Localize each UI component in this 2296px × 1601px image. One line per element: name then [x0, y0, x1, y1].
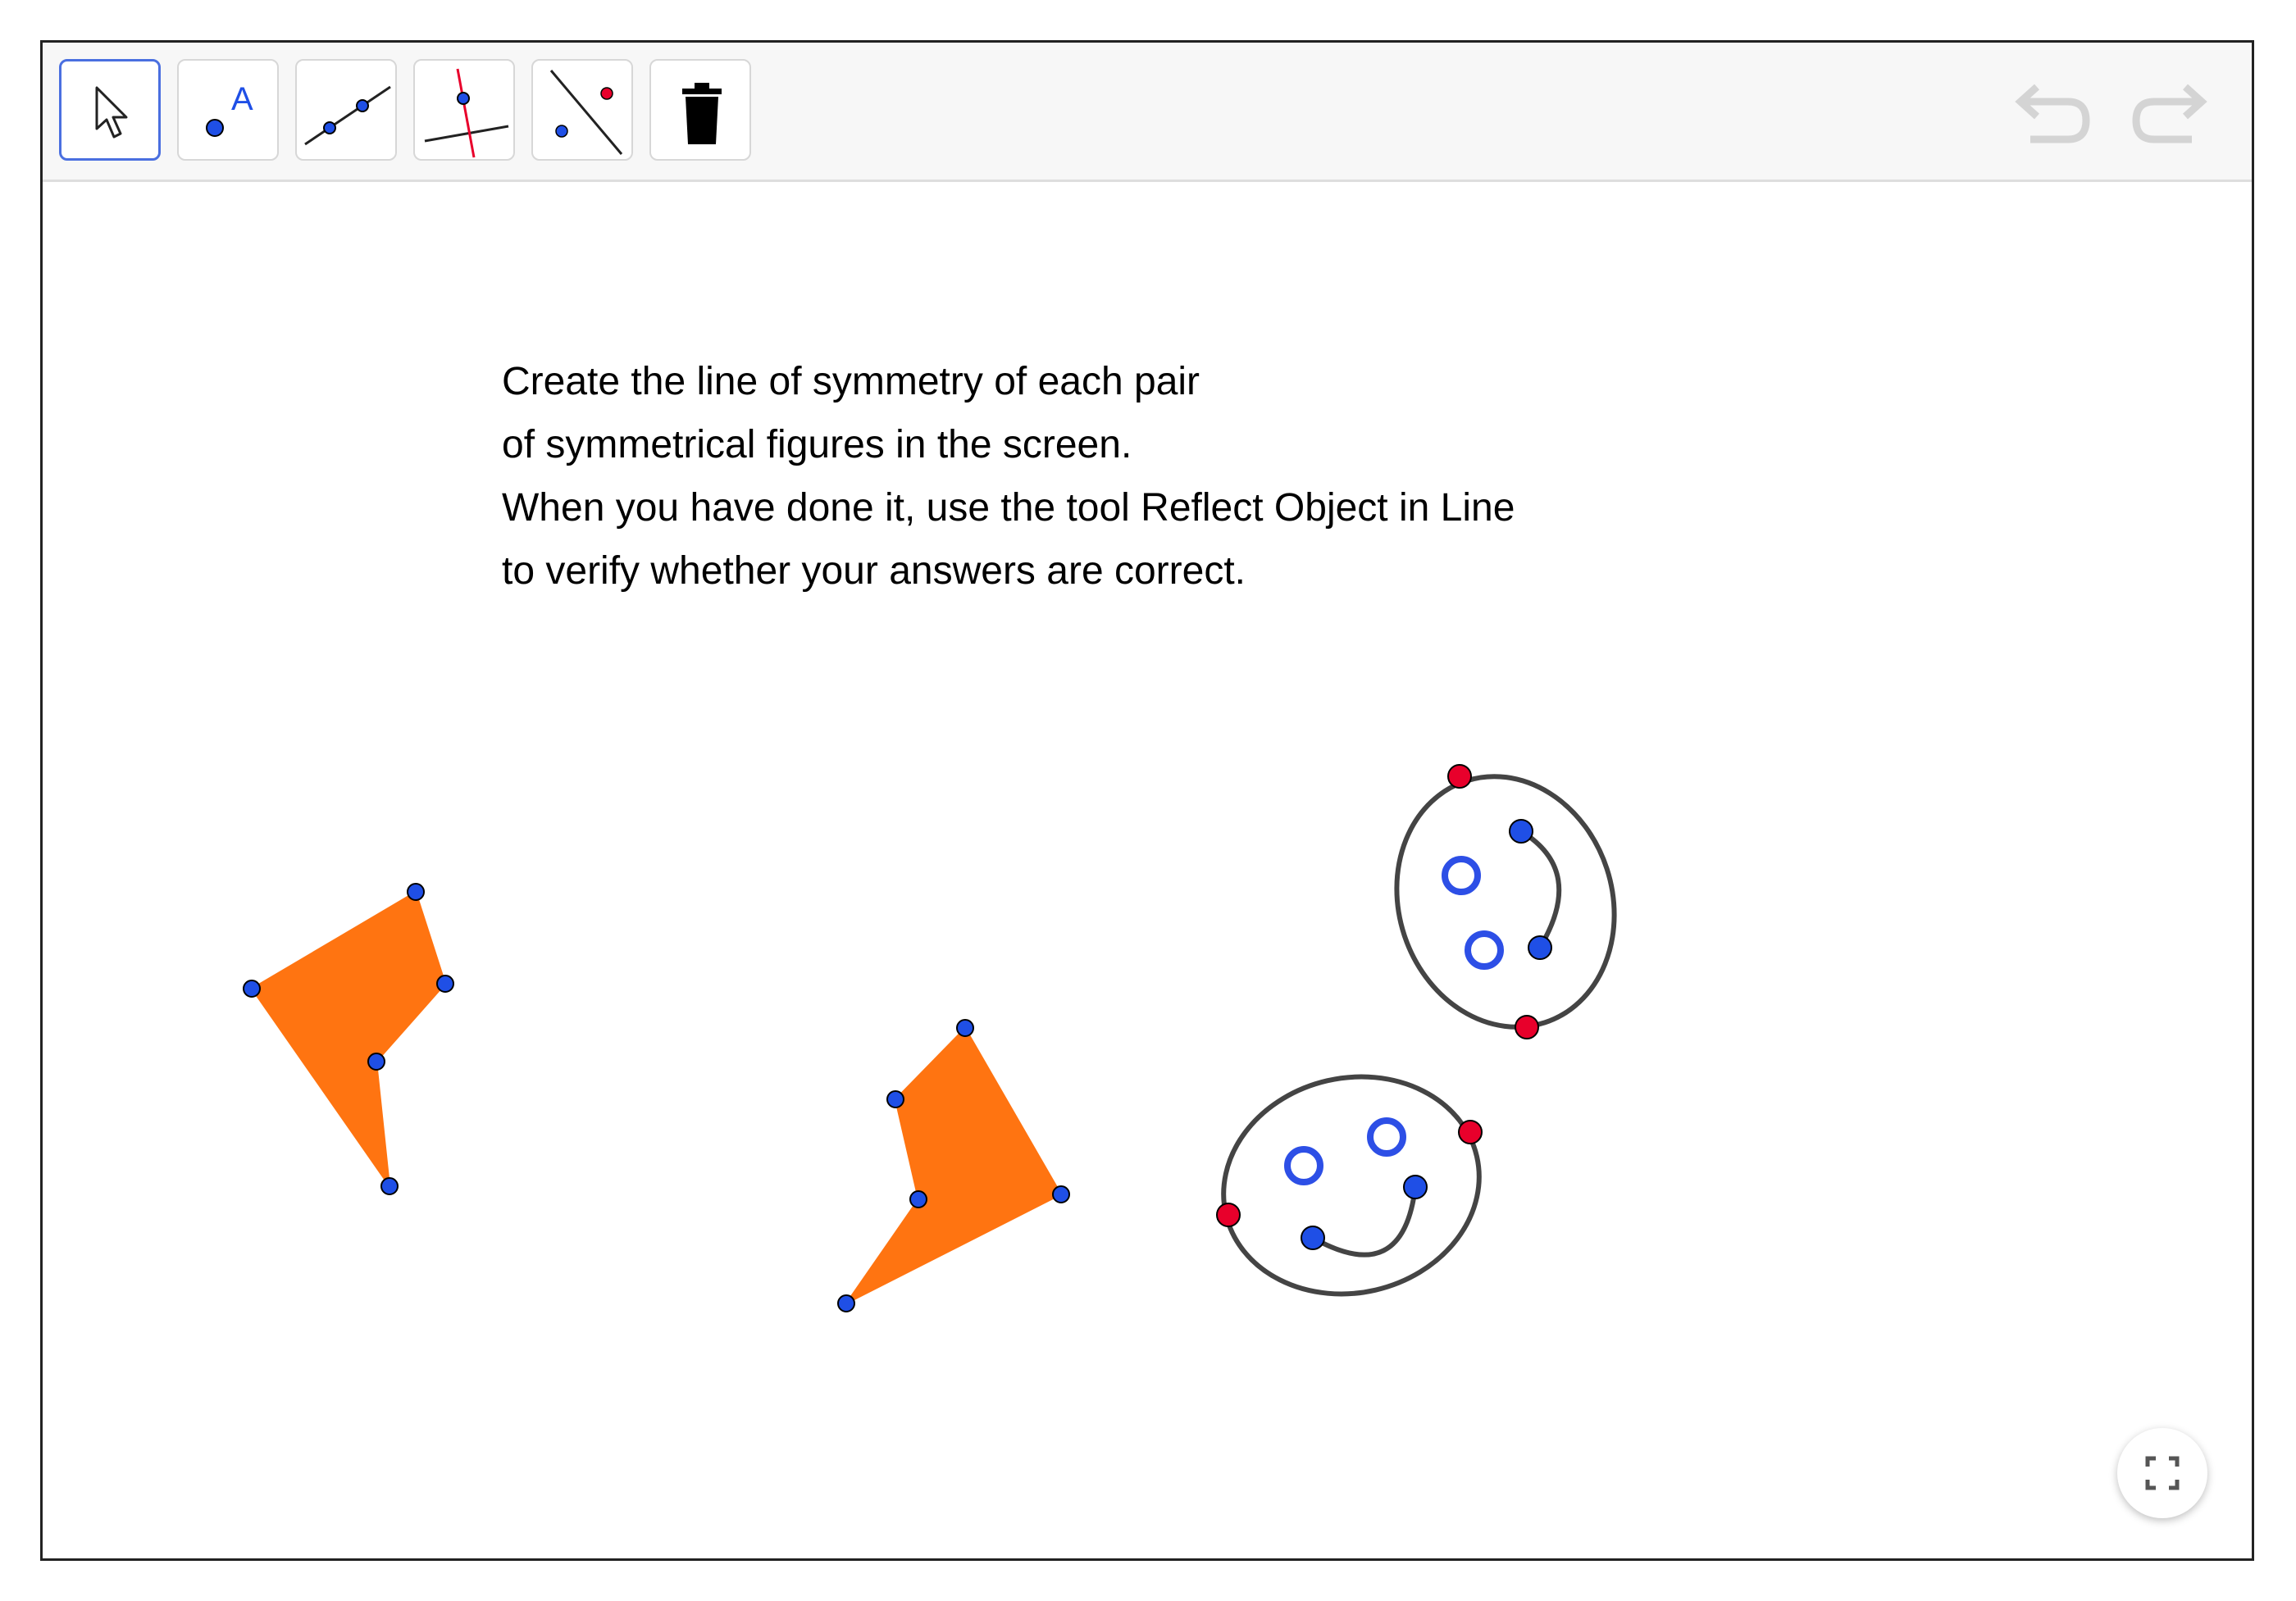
polygon-vertex-point[interactable] — [957, 1020, 973, 1036]
polygon-vertex-point[interactable] — [910, 1191, 927, 1208]
polygon-vertex-point[interactable] — [368, 1053, 385, 1070]
smiley-eye-upper[interactable] — [1445, 859, 1478, 892]
point-label: A — [231, 81, 253, 117]
instruction-line: Create the line of symmetry of each pair — [502, 360, 1200, 403]
fullscreen-button[interactable] — [2117, 1428, 2207, 1518]
smiley-mouth-upper[interactable] — [1521, 831, 1559, 948]
smiley-face-lower[interactable] — [1202, 1052, 1501, 1319]
polygon-vertex-point[interactable] — [437, 976, 453, 992]
ellipse-point-red[interactable] — [1459, 1121, 1482, 1144]
smiley-face-upper[interactable] — [1364, 748, 1646, 1055]
polygon-vertex-point[interactable] — [408, 884, 424, 900]
graphics-view[interactable] — [43, 43, 2252, 1558]
instruction-line: to verify whether your answers are correct. — [502, 549, 1246, 593]
ellipse-point-red[interactable] — [1448, 765, 1471, 788]
smiley-eye-lower[interactable] — [1287, 1149, 1320, 1182]
instruction-line: When you have done it, use the tool Reflect Object in Line — [502, 486, 1515, 530]
polygon-vertex-point[interactable] — [1053, 1186, 1069, 1203]
mouth-endpoint[interactable] — [1528, 936, 1551, 959]
applet-frame — [40, 40, 2254, 1561]
polygon-vertex-point[interactable] — [838, 1295, 854, 1312]
smiley-eye-lower[interactable] — [1370, 1121, 1403, 1153]
fullscreen-icon — [2117, 1428, 2207, 1518]
smiley-mouth-lower[interactable] — [1313, 1187, 1415, 1255]
polygon-middle[interactable] — [846, 1028, 1061, 1303]
ellipse-point-red[interactable] — [1217, 1203, 1240, 1226]
mouth-endpoint[interactable] — [1510, 820, 1533, 843]
ellipse-point-red[interactable] — [1515, 1016, 1538, 1039]
polygon-vertex-point[interactable] — [244, 980, 260, 997]
polygon-left[interactable] — [252, 892, 445, 1186]
instruction-line: of symmetrical figures in the screen. — [502, 423, 1132, 466]
polygon-vertex-point[interactable] — [887, 1091, 904, 1108]
smiley-eye-upper[interactable] — [1468, 934, 1501, 967]
polygon-vertex-point[interactable] — [381, 1178, 398, 1194]
mouth-endpoint[interactable] — [1404, 1176, 1427, 1198]
mouth-endpoint[interactable] — [1301, 1226, 1324, 1249]
